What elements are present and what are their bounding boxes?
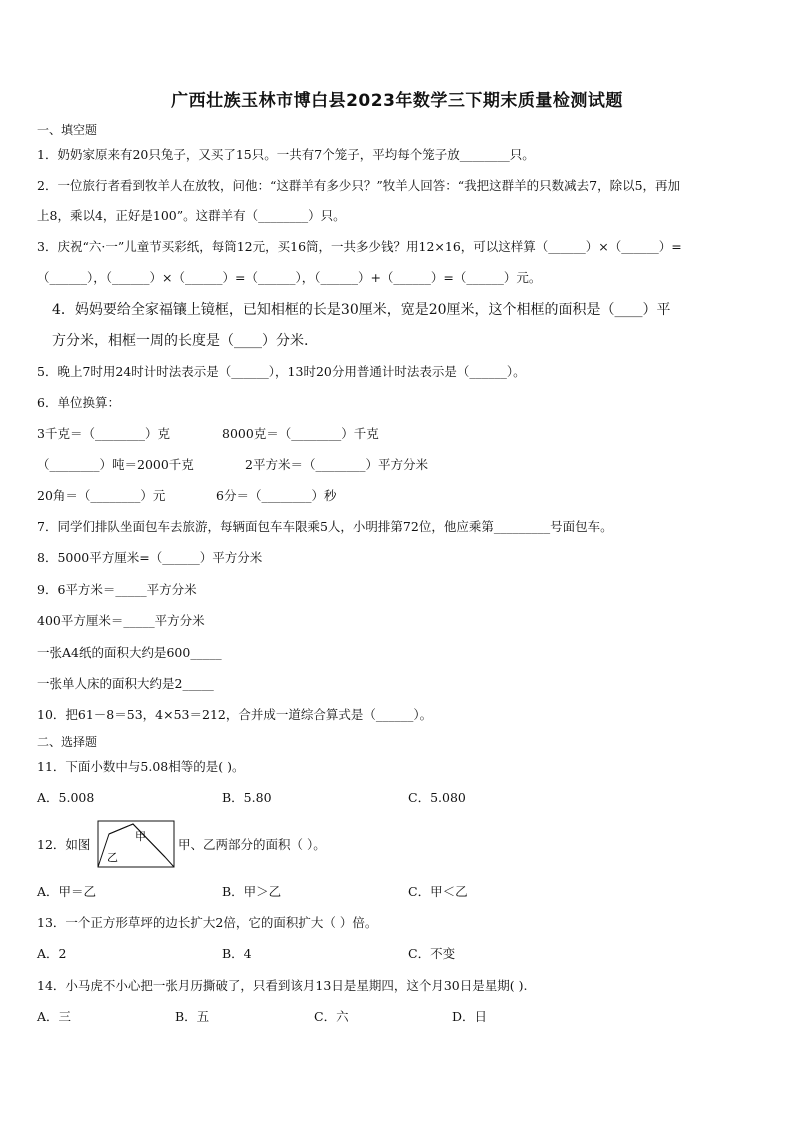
question-3-line-1: 3．庆祝“六·一”儿童节买彩纸，每筒12元，买16筒，一共多少钱？用12×16，可以这样算（______）×（______）= xyxy=(37,239,682,254)
question-7: 7．同学们排队坐面包车去旅游，每辆面包车车限乘5人，小明排第72位，他应乘第_________号面包车。 xyxy=(37,519,613,534)
question-12-stem-prefix: 12．如图 xyxy=(37,837,91,852)
question-14-option-d: D．日 xyxy=(452,1009,488,1024)
question-4-line-1: 4．妈妈要给全家福镶上镜框，已知相框的长是30厘米，宽是20厘米，这个相框的面积是（____）平 xyxy=(52,302,671,318)
question-6-heading: 6．单位换算： xyxy=(37,395,120,410)
question-12-option-a: A．甲＝乙 xyxy=(37,884,97,899)
question-14-option-b: B．五 xyxy=(175,1009,210,1024)
figure-label-yi: 乙 xyxy=(107,851,118,864)
page-title: 广西壮族玉林市博白县2023年数学三下期末质量检测试题 xyxy=(171,91,623,111)
question-11-option-a: A．5.008 xyxy=(37,790,95,805)
question-13-stem: 13．一个正方形草坪的边长扩大2倍，它的面积扩大（ ）倍。 xyxy=(37,915,378,930)
question-9-line-2: 400平方厘米＝_____平方分米 xyxy=(37,613,205,628)
question-12-stem-suffix: 甲、乙两部分的面积（ ）。 xyxy=(178,837,326,852)
question-1: 1．奶奶家原来有20只兔子，又买了15只。一共有7个笼子，平均每个笼子放________只。 xyxy=(37,147,535,162)
unit-conversion-3b: 6分＝（________）秒 xyxy=(216,488,337,503)
unit-conversion-1a: 3千克＝（________）克 xyxy=(37,426,170,441)
question-13-option-a: A．2 xyxy=(37,946,67,961)
question-9-line-4: 一张单人床的面积大约是2_____ xyxy=(37,676,214,691)
question-5: 5．晚上7时用24时计时法表示是（______），13时20分用普通计时法表示是（______）。 xyxy=(37,364,526,379)
question-13-option-c: C．不变 xyxy=(408,946,456,961)
question-14-option-a: A．三 xyxy=(37,1009,72,1024)
question-12-option-b: B．甲＞乙 xyxy=(222,884,282,899)
question-9-line-3: 一张A4纸的面积大约是600_____ xyxy=(37,645,222,660)
question-4-line-2: 方分米，相框一周的长度是（____）分米. xyxy=(52,333,309,349)
question-14-option-c: C．六 xyxy=(314,1009,349,1024)
question-2-line-1: 2．一位旅行者看到牧羊人在放牧，问他：“这群羊有多少只？”牧羊人回答：“我把这群羊的只数减去7，除以5，再加 xyxy=(37,178,681,193)
question-3-line-2: （______），（______）×（______）=（______），（______）+（______）=（______）元。 xyxy=(37,270,542,285)
unit-conversion-3a: 20角＝（________）元 xyxy=(37,488,166,503)
section-fill-heading: 一、填空题 xyxy=(37,123,98,137)
figure-label-jia: 甲 xyxy=(135,830,146,843)
unit-conversion-2a: （________）吨＝2000千克 xyxy=(37,457,194,472)
unit-conversion-1b: 8000克＝（________）千克 xyxy=(222,426,379,441)
question-8: 8．5000平方厘米=（______）平方分米 xyxy=(37,550,263,565)
question-2-line-2: 上8，乘以4，正好是100”。这群羊有（________）只。 xyxy=(37,208,346,223)
area-comparison-figure xyxy=(97,820,175,868)
question-13-option-b: B．4 xyxy=(222,946,252,961)
question-11-option-b: B．5.80 xyxy=(222,790,272,805)
question-12-option-c: C．甲＜乙 xyxy=(408,884,468,899)
section-choice-heading: 二、选择题 xyxy=(37,735,98,749)
question-11-option-c: C．5.080 xyxy=(408,790,466,805)
unit-conversion-2b: 2平方米＝（________）平方分米 xyxy=(245,457,428,472)
question-9-line-1: 9．6平方米＝_____平方分米 xyxy=(37,582,197,597)
question-10: 10．把61－8＝53，4×53＝212，合并成一道综合算式是（______）。 xyxy=(37,707,433,722)
question-11-stem: 11．下面小数中与5.08相等的是( )。 xyxy=(37,759,245,774)
question-14-stem: 14．小马虎不小心把一张月历撕破了，只看到该月13日是星期四，这个月30日是星期( ). xyxy=(37,978,528,993)
